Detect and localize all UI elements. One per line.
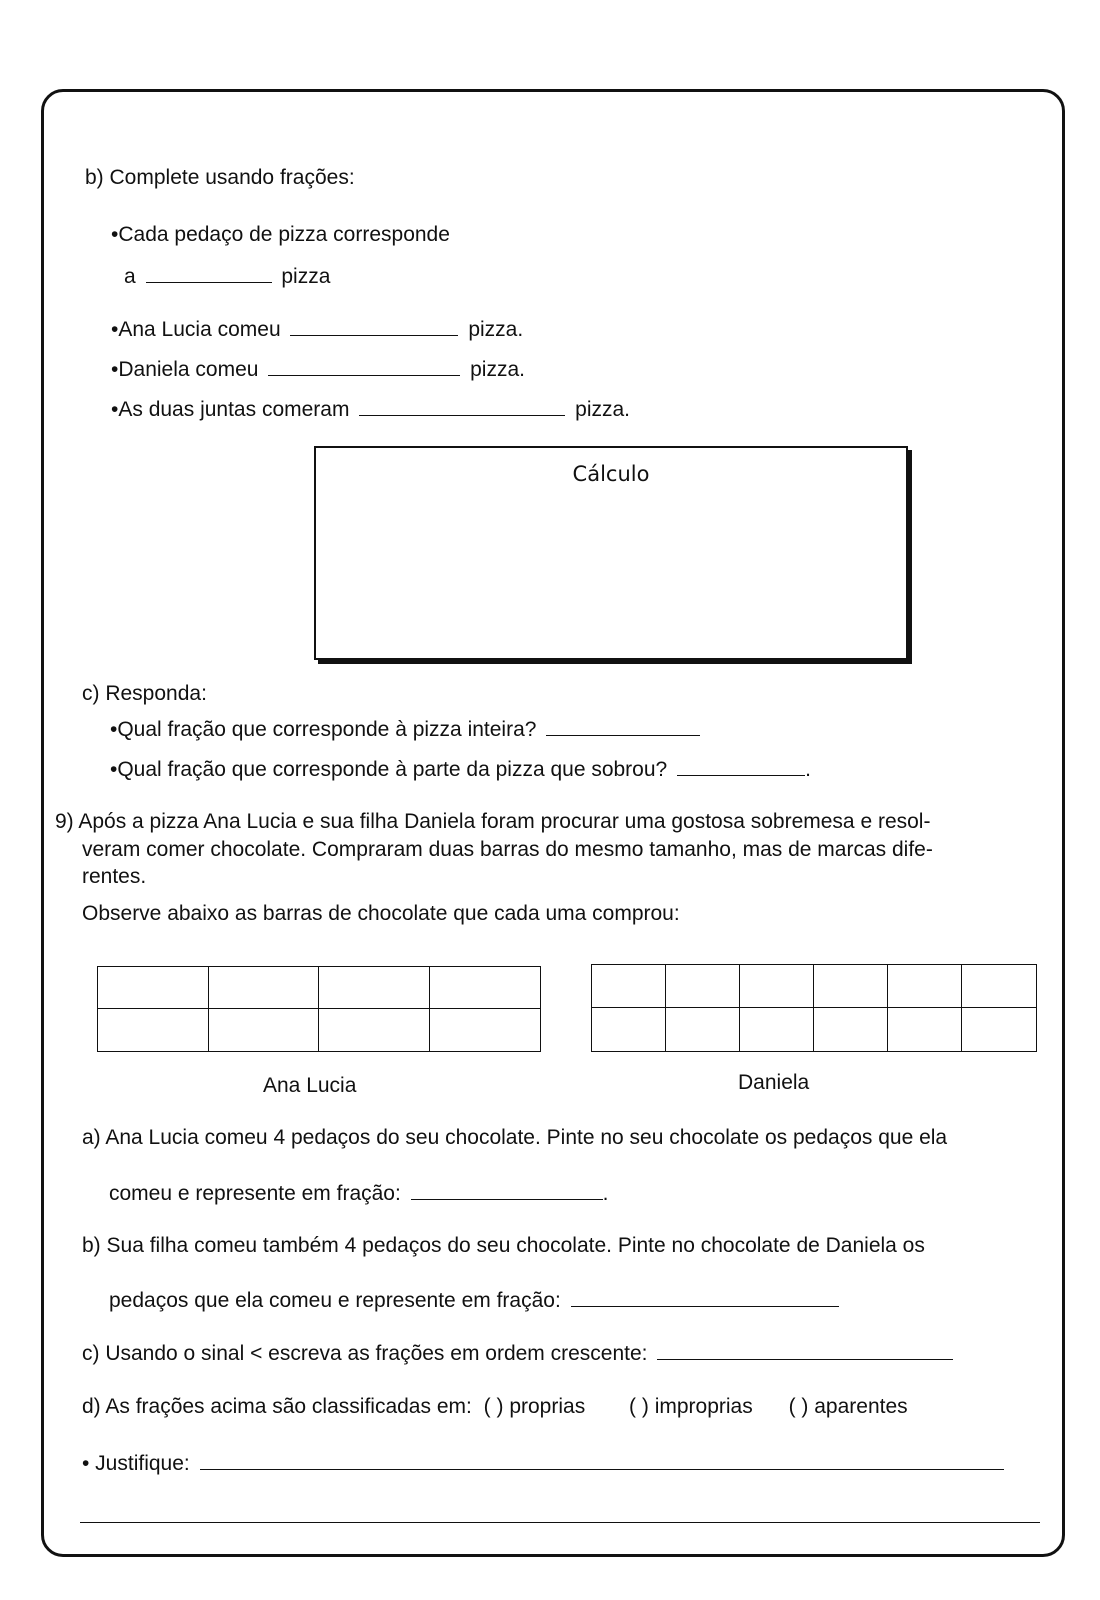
chocolate-piece[interactable] bbox=[962, 1008, 1036, 1051]
q9-d bbox=[82, 1394, 908, 1420]
answer-blank[interactable] bbox=[268, 357, 460, 376]
label: pedaços que ela comeu e represente em fração: bbox=[109, 1289, 561, 1312]
chocolate-piece[interactable] bbox=[592, 1008, 666, 1051]
answer-blank[interactable] bbox=[411, 1181, 603, 1200]
answer-blank[interactable] bbox=[146, 264, 272, 283]
q9-justify bbox=[82, 1451, 1008, 1477]
label: pizza bbox=[281, 265, 331, 288]
chocolate-piece[interactable] bbox=[98, 967, 209, 1009]
label: • Justifique: bbox=[82, 1452, 190, 1475]
option-improprias[interactable]: ( ) improprias bbox=[629, 1395, 753, 1418]
part-b-title: b) Complete usando frações: bbox=[85, 166, 355, 189]
chocolate-piece[interactable] bbox=[962, 965, 1036, 1008]
part-c-q1 bbox=[110, 717, 704, 743]
q9-line3: rentes. bbox=[82, 865, 147, 888]
chocolate-bar-daniela[interactable] bbox=[591, 964, 1037, 1052]
label: •Qual fração que corresponde à pizza inteira? bbox=[110, 718, 537, 741]
part-c-title: c) Responda: bbox=[82, 682, 207, 705]
chocolate-piece[interactable] bbox=[209, 967, 320, 1009]
q9-line2: veram comer chocolate. Compraram duas barras do mesmo tamanho, mas de marcas dife- bbox=[82, 838, 933, 861]
answer-blank[interactable] bbox=[200, 1451, 1004, 1470]
calculation-box[interactable] bbox=[314, 446, 908, 660]
answer-blank[interactable] bbox=[546, 717, 700, 736]
answer-blank[interactable] bbox=[359, 397, 565, 416]
chocolate-piece[interactable] bbox=[319, 1009, 430, 1051]
label: pizza. bbox=[575, 398, 631, 421]
q9-a-line2 bbox=[109, 1181, 609, 1207]
label: . bbox=[805, 758, 811, 781]
answer-blank[interactable] bbox=[657, 1341, 953, 1360]
chocolate-piece[interactable] bbox=[592, 965, 666, 1008]
q9-a-line1: a) Ana Lucia comeu 4 pedaços do seu chocolate. Pinte no seu chocolate os pedaços que ela bbox=[82, 1126, 948, 1149]
chocolate-piece[interactable] bbox=[209, 1009, 320, 1051]
label: •Qual fração que corresponde à parte da pizza que sobrou? bbox=[110, 758, 668, 781]
q9-c bbox=[82, 1341, 957, 1367]
part-b-item2 bbox=[111, 317, 523, 343]
q9-b-line1: b) Sua filha comeu também 4 pedaços do seu chocolate. Pinte no chocolate de Daniela os bbox=[82, 1234, 925, 1257]
label: •As duas juntas comeram bbox=[111, 398, 350, 421]
part-b-item3 bbox=[111, 357, 525, 383]
part-b-item1: •Cada pedaço de pizza corresponde bbox=[111, 223, 450, 246]
chocolate-piece[interactable] bbox=[666, 965, 740, 1008]
label: d) As frações acima são classificadas em: bbox=[82, 1395, 472, 1418]
q9-b-line2 bbox=[109, 1288, 843, 1314]
chocolate-bar-ana-lucia[interactable] bbox=[97, 966, 541, 1052]
chocolate-piece[interactable] bbox=[888, 1008, 962, 1051]
part-c-q2 bbox=[110, 757, 811, 783]
answer-blank[interactable] bbox=[677, 757, 805, 776]
label: pizza. bbox=[470, 358, 525, 381]
answer-blank[interactable] bbox=[290, 317, 458, 336]
answer-blank[interactable] bbox=[571, 1288, 839, 1307]
chocolate-piece[interactable] bbox=[740, 965, 814, 1008]
q9-line1: 9) Após a pizza Ana Lucia e sua filha Daniela foram procurar uma gostosa sobremesa e resol- bbox=[55, 810, 931, 833]
chocolate-piece[interactable] bbox=[888, 965, 962, 1008]
chocolate-piece[interactable] bbox=[814, 965, 888, 1008]
label: •Daniela comeu bbox=[111, 358, 259, 381]
label: . bbox=[602, 1182, 609, 1205]
label: pizza. bbox=[468, 318, 524, 341]
chocolate-piece[interactable] bbox=[319, 967, 430, 1009]
option-aparentes[interactable]: ( ) aparentes bbox=[788, 1395, 908, 1418]
label: a bbox=[124, 265, 136, 288]
bar-label-daniela: Daniela bbox=[738, 1071, 810, 1094]
label: •Ana Lucia comeu bbox=[111, 318, 281, 341]
chocolate-piece[interactable] bbox=[666, 1008, 740, 1051]
chocolate-piece[interactable] bbox=[814, 1008, 888, 1051]
bar-label-ana-lucia: Ana Lucia bbox=[263, 1074, 357, 1097]
part-b-item1-cont bbox=[124, 264, 330, 290]
chocolate-piece[interactable] bbox=[740, 1008, 814, 1051]
calculation-title: Cálculo bbox=[572, 462, 650, 486]
chocolate-piece[interactable] bbox=[430, 1009, 541, 1051]
label: comeu e represente em fração: bbox=[109, 1182, 401, 1205]
chocolate-piece[interactable] bbox=[430, 967, 541, 1009]
answer-line[interactable] bbox=[80, 1522, 1040, 1523]
option-proprias[interactable]: ( ) proprias bbox=[483, 1395, 586, 1418]
q9-observe: Observe abaixo as barras de chocolate que cada uma comprou: bbox=[82, 902, 680, 925]
chocolate-piece[interactable] bbox=[98, 1009, 209, 1051]
label: c) Usando o sinal < escreva as frações em ordem crescente: bbox=[82, 1342, 648, 1365]
part-b-item4 bbox=[111, 397, 630, 423]
